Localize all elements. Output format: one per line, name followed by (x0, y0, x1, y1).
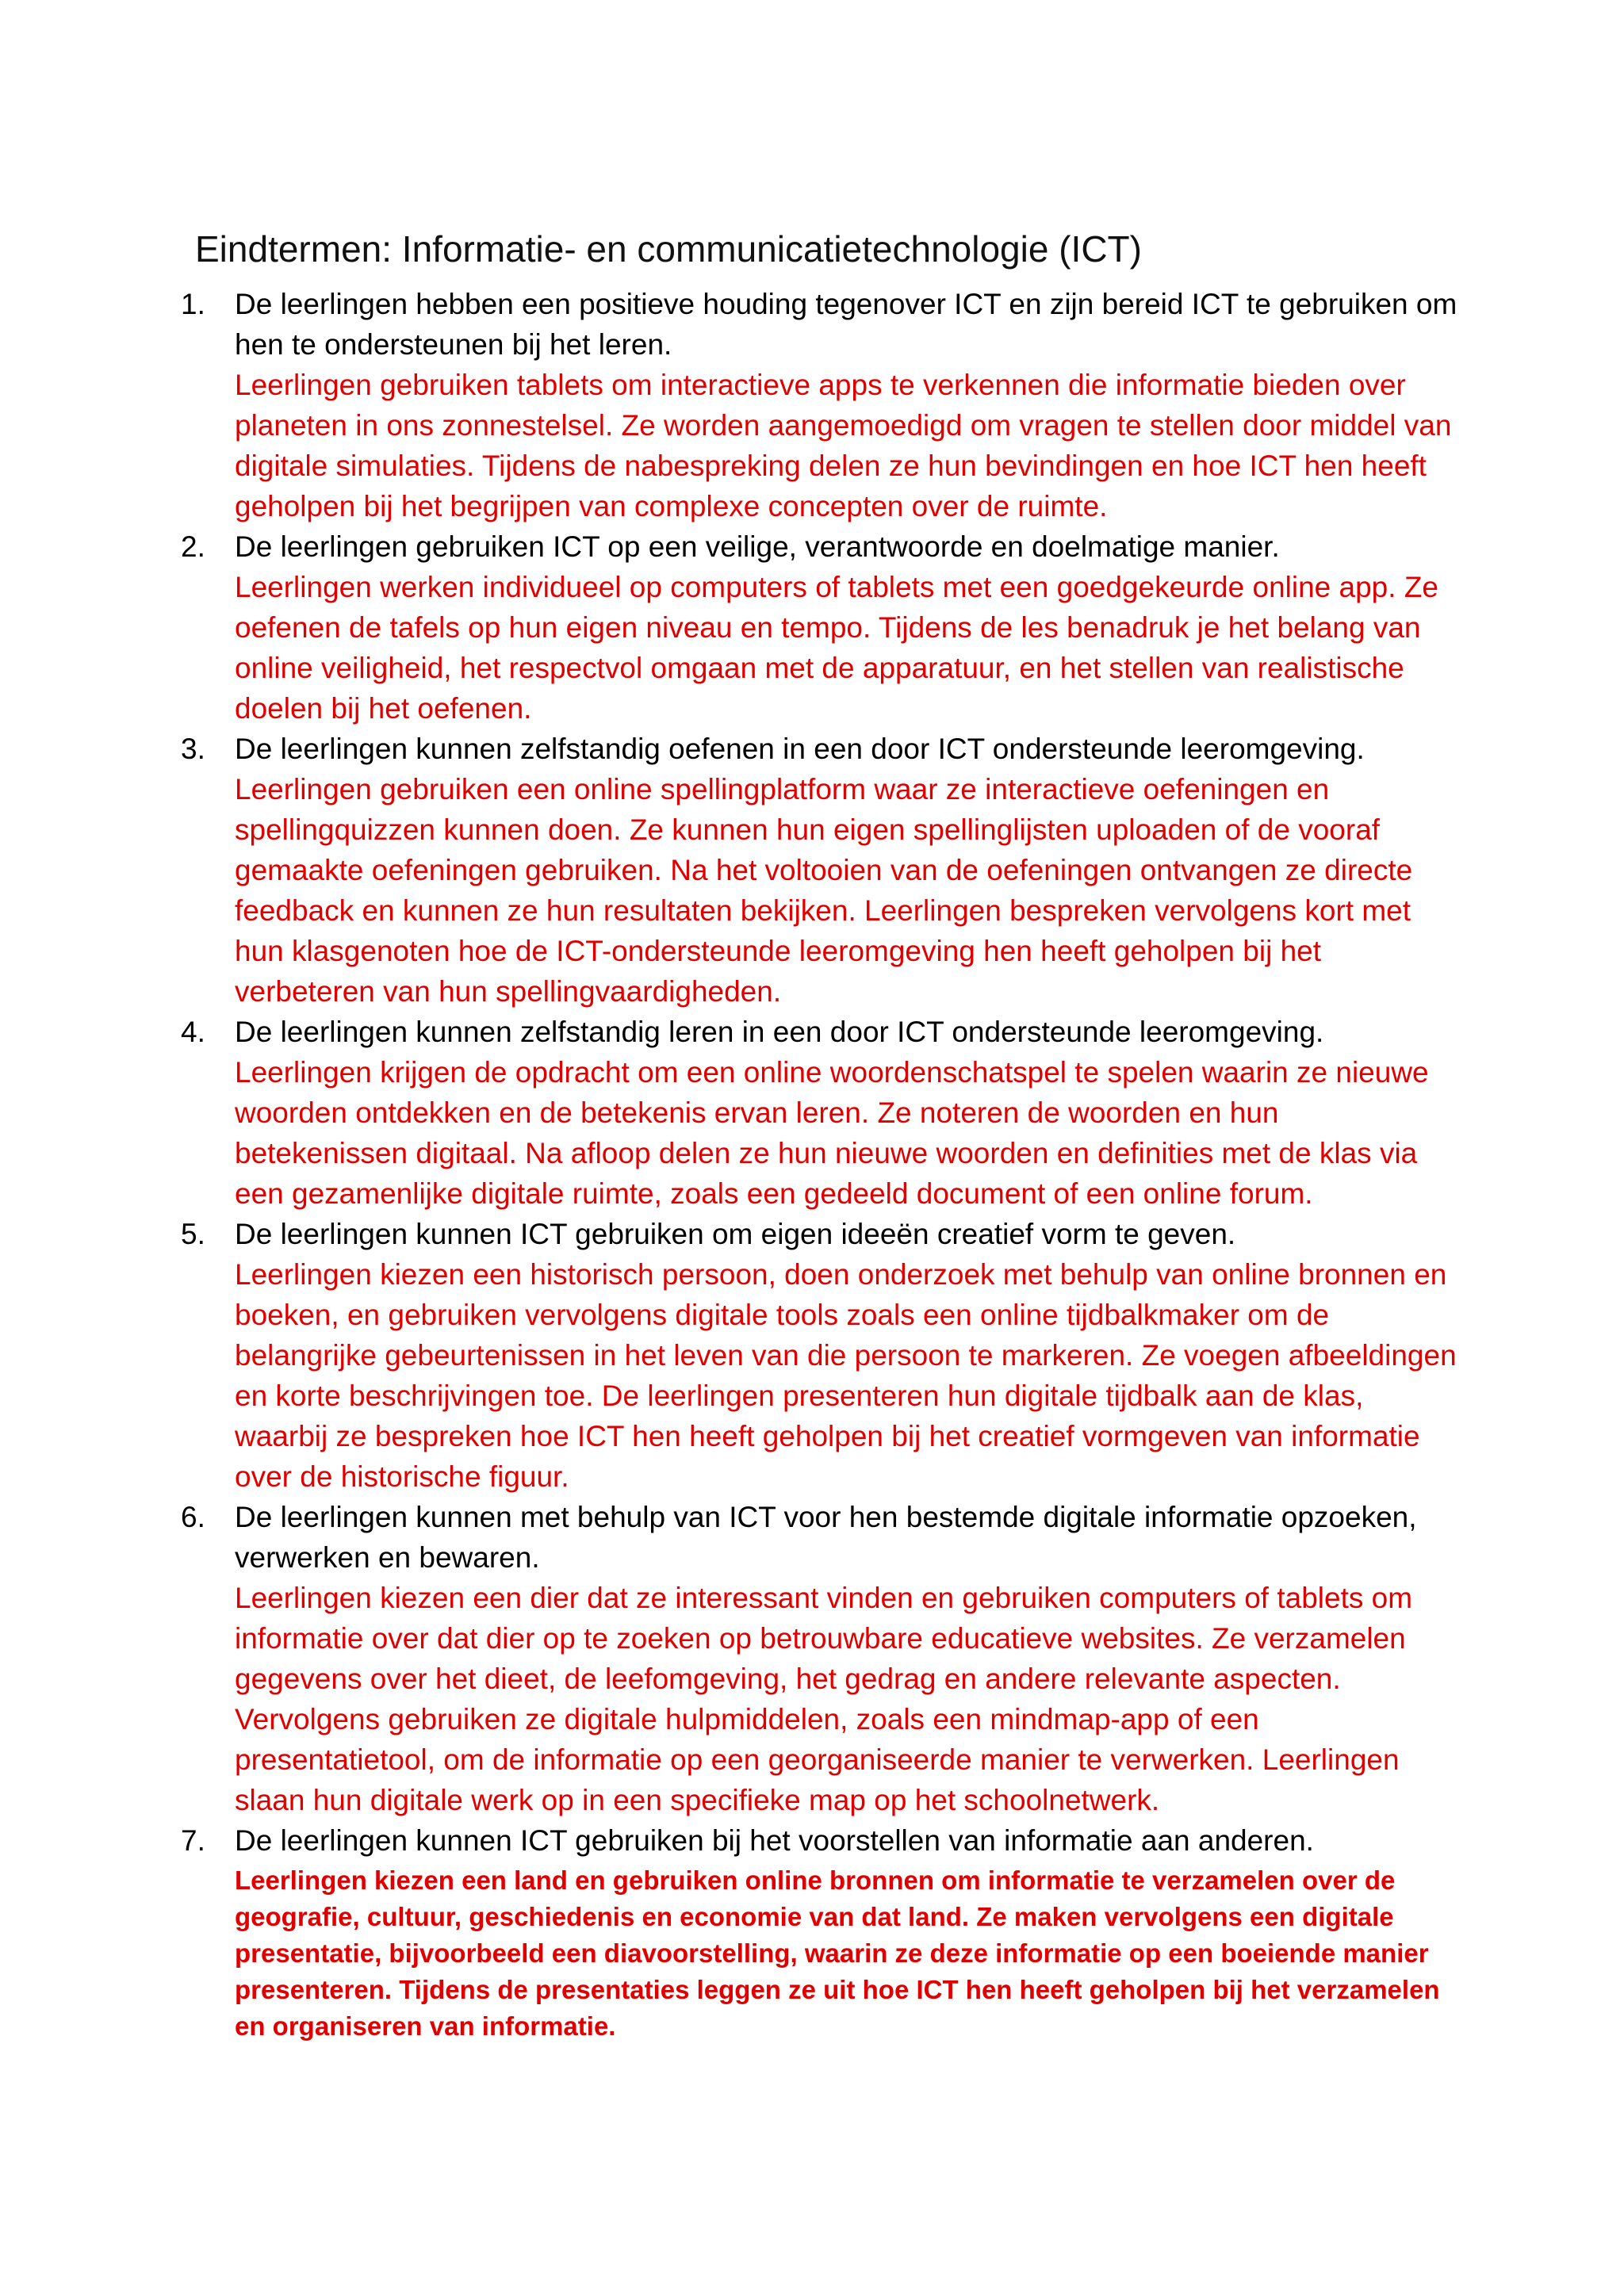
attainment-target-text: De leerlingen kunnen zelfstandig oefenen in een door ICT ondersteunde leeromgeving. (235, 733, 1365, 765)
example-activity-text: Leerlingen kiezen een historisch persoon, doen onderzoek met behulp van online bronnen en boeken, en gebruiken vervolgens digitale tools zoals een online tijdbalkmaker om de belangrijke gebeurtenissen in het leven van die persoon te markeren. Ze voegen afbeeldingen en korte beschrijvingen toe. De leerlingen presenteren hun digitale tijdbalk aan de klas, waarbij ze bespreken hoe ICT hen heeft geholpen bij het creatief vormgeven van informatie over de historische figuur. (235, 1258, 1457, 1493)
attainment-target-text: De leerlingen gebruiken ICT op een veilige, verantwoorde en doelmatige manier. (235, 530, 1280, 563)
attainment-target-text: De leerlingen kunnen met behulp van ICT voor hen bestemde digitale informatie opzoeken, verwerken en bewaren. (235, 1501, 1417, 1574)
item-number: 4. (181, 1016, 205, 1048)
item-number: 7. (181, 1824, 205, 1857)
list-item-1 (181, 284, 1459, 526)
item-number: 3. (181, 733, 205, 765)
list-item-4 (181, 1012, 1459, 1214)
item-number: 5. (181, 1218, 205, 1250)
item-number: 1. (181, 288, 205, 320)
item-number: 6. (181, 1501, 205, 1533)
attainment-target-text: De leerlingen kunnen ICT gebruiken bij het voorstellen van informatie aan anderen. (235, 1824, 1314, 1857)
list-item-6 (181, 1497, 1459, 1820)
list-item-3 (181, 729, 1459, 1012)
attainment-target-text: De leerlingen kunnen zelfstandig leren in een door ICT ondersteunde leeromgeving. (235, 1016, 1324, 1048)
attainment-target-text: De leerlingen hebben een positieve houding tegenover ICT en zijn bereid ICT te gebruiken om hen te ondersteunen bij het leren. (235, 288, 1457, 361)
list-item-7 (181, 1820, 1459, 2045)
example-activity-text: Leerlingen gebruiken een online spellingplatform waar ze interactieve oefeningen en spellingquizzen kunnen doen. Ze kunnen hun eigen spellinglijsten uploaden of de vooraf gemaakte oefeningen gebruiken. Na het voltooien van de oefeningen ontvangen ze directe feedback en kunnen ze hun resultaten bekijken. Leerlingen bespreken vervolgens kort met hun klasgenoten hoe de ICT-ondersteunde leeromgeving hen heeft geholpen bij het verbeteren van hun spellingvaardigheden. (235, 773, 1413, 1008)
attainment-targets-list (181, 284, 1459, 2045)
item-number: 2. (181, 530, 205, 563)
list-item-2 (181, 526, 1459, 729)
attainment-target-text: De leerlingen kunnen ICT gebruiken om eigen ideeën creatief vorm te geven. (235, 1218, 1236, 1250)
example-activity-text: Leerlingen kiezen een dier dat ze interessant vinden en gebruiken computers of tablets om informatie over dat dier op te zoeken op betrouwbare educatieve websites. Ze verzamelen gegevens over het dieet, de leefomgeving, het gedrag en andere relevante aspecten. Vervolgens gebruiken ze digitale hulpmiddelen, zoals een mindmap-app of een presentatietool, om de informatie op een georganiseerde manier te verwerken. Leerlingen slaan hun digitale werk op in een specifieke map op het schoolnetwerk. (235, 1582, 1413, 1816)
list-item-5 (181, 1214, 1459, 1497)
example-activity-text: Leerlingen gebruiken tablets om interactieve apps te verkennen die informatie bieden over planeten in ons zonnestelsel. Ze worden aangemoedigd om vragen te stellen door middel van digitale simulaties. Tijdens de nabespreking delen ze hun bevindingen en hoe ICT hen heeft geholpen bij het begrijpen van complexe concepten over de ruimte. (235, 369, 1452, 522)
example-activity-text: Leerlingen krijgen de opdracht om een online woordenschatspel te spelen waarin ze nieuwe woorden ontdekken en de betekenis ervan leren. Ze noteren de woorden en hun betekenissen digitaal. Na afloop delen ze hun nieuwe woorden en definities met de klas via een gezamenlijke digitale ruimte, zoals een gedeeld document of een online forum. (235, 1056, 1429, 1210)
page-title: Eindtermen: Informatie- en communicatietechnologie (ICT) (195, 228, 1142, 270)
example-activity-text: Leerlingen kiezen een land en gebruiken online bronnen om informatie te verzamelen over de geografie, cultuur, geschiedenis en economie van dat land. Ze maken vervolgens een digitale presentatie, bijvoorbeeld een diavoorstelling, waarin ze deze informatie op een boeiende manier presenteren. Tijdens de presentaties leggen ze uit hoe ICT hen heeft geholpen bij het verzamelen en organiseren van informatie. (235, 1866, 1440, 2041)
example-activity-text: Leerlingen werken individueel op computers of tablets met een goedgekeurde online app. Ze oefenen de tafels op hun eigen niveau en tempo. Tijdens de les benadruk je het belang van online veiligheid, het respectvol omgaan met de apparatuur, en het stellen van realistische doelen bij het oefenen. (235, 571, 1438, 725)
